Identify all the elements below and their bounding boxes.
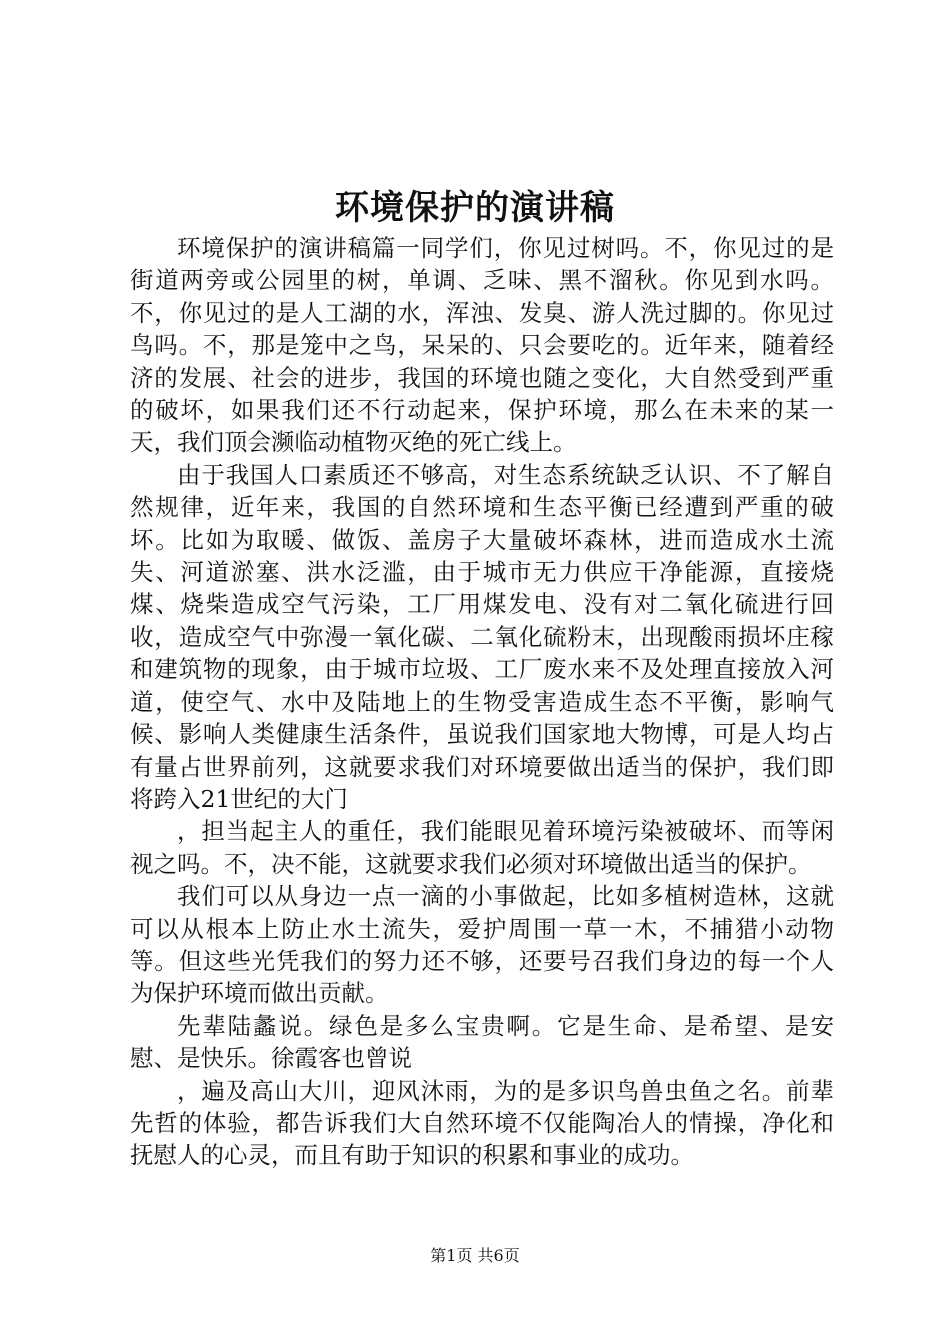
paragraph-4: 我们可以从身边一点一滴的小事做起，比如多植树造林，这就可以从根本上防止水土流失，爱护周围一草一木，不捕猎小动物等。但这些光凭我们的努力还不够，还要号召我们身边的每一个人为保护环境而做出贡献。: [130, 882, 834, 1008]
paragraph-6: ，遍及高山大川，迎风沐雨，为的是多识鸟兽虫鱼之名。前辈先哲的体验，都告诉我们大自然环境不仅能陶冶人的情操，净化和抚慰人的心灵，而且有助于知识的积累和事业的成功。: [130, 1076, 834, 1170]
page-footer: 第1页 共6页: [430, 1246, 520, 1265]
paragraph-5: 先辈陆蠡说。绿色是多么宝贵啊。它是生命、是希望、是安慰、是快乐。徐霞客也曾说: [130, 1011, 834, 1073]
paragraph-3: ，担当起主人的重任，我们能眼见着环境污染被破坏、而等闲视之吗。不，决不能，这就要求我们必须对环境做出适当的保护。: [130, 817, 834, 878]
document-body: [130, 232, 834, 1172]
document-title: 环境保护的演讲稿: [335, 188, 615, 228]
paragraph-2: 由于我国人口素质还不够高，对生态系统缺乏认识、不了解自然规律，近年来，我国的自然环境和生态平衡已经遭到严重的破坏。比如为取暖、做饭、盖房子大量破坏森林，进而造成水土流失、河道淤塞、洪水泛滥，由于城市无力供应干净能源，直接烧煤、烧柴造成空气污染，工厂用煤发电、没有对二氧化硫进行回收，造成空气中弥漫一氧化碳、二氧化硫粉末，出现酸雨损坏庄稼和建筑物的现象，由于城市垃圾、工厂废水来不及处理直接放入河道，使空气、水中及陆地上的生物受害造成生态不平衡，影响气候、影响人类健康生活条件，虽说我们国家地大物博，可是人均占有量占世界前列，这就要求我们对环境要做出适当的保护，我们即将跨入21世纪的大门: [130, 460, 834, 813]
paragraph-1: 环境保护的演讲稿篇一同学们，你见过树吗。不，你见过的是街道两旁或公园里的树，单调、乏味、黑不溜秋。你见到水吗。不，你见过的是人工湖的水，浑浊、发臭、游人洗过脚的。你见过鸟吗。不，那是笼中之鸟，呆呆的、只会要吃的。近年来，随着经济的发展、社会的进步，我国的环境也随之变化，大自然受到严重的破坏，如果我们还不行动起来，保护环境，那么在未来的某一天，我们顶会濒临动植物灭绝的死亡线上。: [130, 234, 834, 457]
